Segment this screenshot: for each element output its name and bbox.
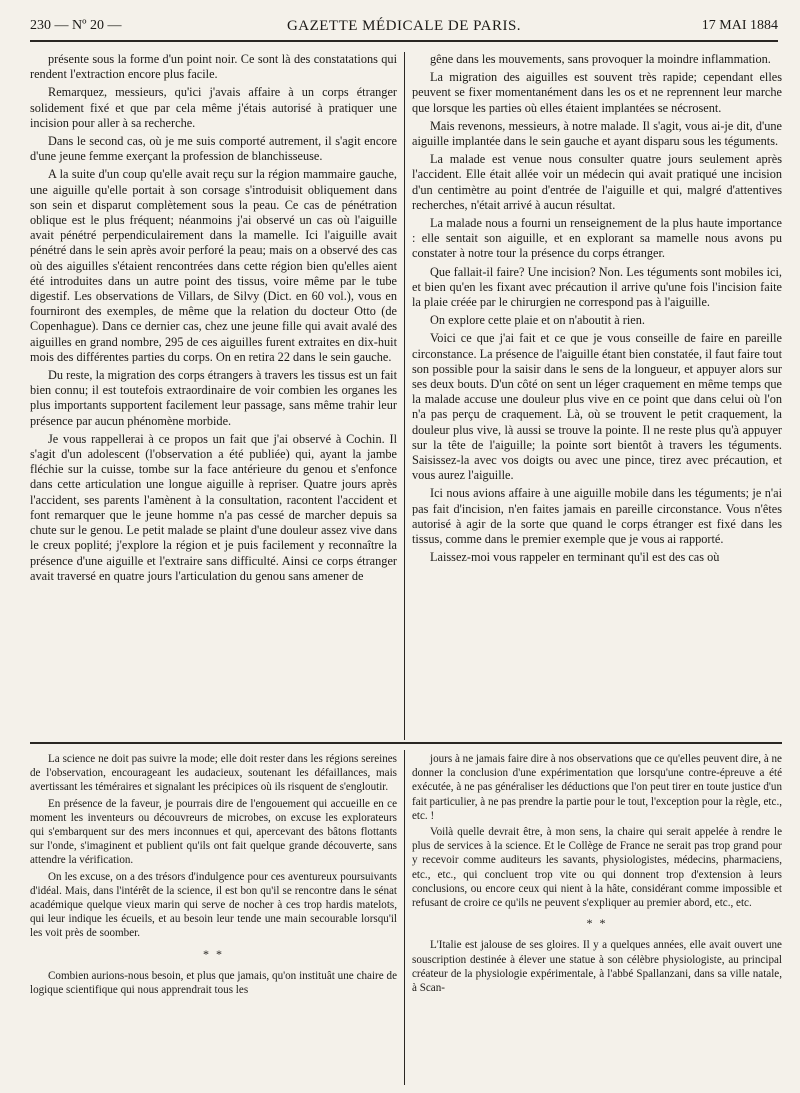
paragraph: Voilà quelle devrait être, à mon sens, la chaire qui serait appelée à rendre le plus de services à la science. Et le Collège de France ne serait pas trop grand pour y recevoir comme auditeurs les savants, physiologistes, médecins, pharmaciens, etc., etc., qui concluent trop vite ou qui donnent trop d'extension à leurs conclusions, ou encore ceux qui nient à la hâte, considérant comme impossible et refusant de croire ce qu'ils ne peuvent s'expliquer au premier abord, etc., etc. (412, 826, 782, 910)
page-header (30, 12, 778, 42)
paragraph: Combien aurions-nous besoin, et plus que jamais, qu'on instituât une chaire de logique scientifique qui nous apprendrait tous les (30, 969, 397, 997)
paragraph: Laissez-moi vous rappeler en terminant qu'il est des cas où (430, 550, 720, 565)
paragraph: On explore cette plaie et on n'aboutit à rien. (430, 313, 645, 328)
paragraph: La science ne doit pas suivre la mode; elle doit rester dans les régions sereines de l'observation, encourageant les audacieux, soutenant les défaillances, mais avertissant les téméraires et signalant les précipices où ils risquent de s'engloutir. (30, 753, 397, 794)
column-divider (404, 750, 405, 1085)
paragraph: Ici nous avions affaire à une aiguille mobile dans les téguments; je n'ai pas fait d'incision, n'en faites jamais en pareille circonstance. Vous n'êtes autorisé à agir de la sorte que quand le corps étranger est fixé dans les tissus, comme dans le premier exemple que je vous ai rapporté. (412, 486, 782, 547)
paragraph: gêne dans les mouvements, sans provoquer la moindre inflammation. (430, 52, 771, 66)
journal-title: GAZETTE MÉDICALE DE PARIS. (286, 18, 522, 34)
paragraph: Que fallait-il faire? Une incision? Non. Les téguments sont mobiles ici, et bien qu'en les fixant avec précaution il arrive qu'une fois l'incision faite la plaie créée par le chirurgien ne correspond pas à l'aiguille. (412, 264, 782, 310)
article-column-left (30, 52, 397, 740)
section-divider (30, 742, 782, 744)
paragraph: Je vous rappellerai à ce propos un fait que j'ai observé à Cochin. Il s'agit d'un adolescent (l'observation a été publiée) qui, ayant la jambe fléchie sur la cuisse, tombe sur la face antérieure du genou et s'enfonce dans cette articulation une longue aiguille à repriser. Quatre jours après l'accident, ses parents l'amènent à la consultation, racontent l'accident et font remarquer que le jeune homme n'a pas cessé de marcher depuis sa chute sur le genou. Le petit malade se plaint d'une douleur assez vive dans le creux poplité; j'explore la région et je puis facilement y reconnaître la présence d'une aiguille et l'extraire sans difficulté. Ainsi ce corps étranger avait traversé en quatre jours l'articulation du genou sans amener de (30, 431, 397, 583)
feuilleton-column-right (412, 752, 782, 1087)
paragraph: Dans le second cas, où je me suis comporté autrement, il s'agit encore d'une jeune femme exerçant la profession de blanchisseuse. (30, 134, 397, 164)
paragraph: On les excuse, on a des trésors d'indulgence pour ces aventureux poursuivants d'idéal. Mais, dans l'intérêt de la science, il est bon qu'il se rencontre dans le sénat académique quelque vieux marin qui serve de nocher à ces trop hardis matelots, qui leur indique les écueils, et au besoin leur tende une main secourable lorsqu'il les voit près de soomber. (30, 870, 397, 940)
paragraph: Remarquez, messieurs, qu'ici j'avais affaire à un corps étranger solidement fixé et que par cela même j'étais autorisé à pratiquer une incision pour aller à sa recherche. (30, 85, 397, 130)
paragraph: La malade nous a fourni un renseignement de la plus haute importance : elle sentait son aiguille, et en explorant sa mamelle nous avons pu constater à notre tour la présence du corps étranger. (412, 216, 782, 261)
article-column-right (412, 52, 782, 740)
paragraph: La migration des aiguilles est souvent très rapide; cependant elles peuvent se fixer momentanément dans les os et ne reprennent leur marche que lorsque les parties où elles étaient implantées se nécrosent. (412, 70, 782, 115)
section-separator: * * (586, 916, 608, 931)
section-separator: * * (203, 946, 224, 961)
paragraph: La malade est venue nous consulter quatre jours seulement après l'accident. Elle était allée voir un médecin qui avait pratiqué une incision d'un centimètre au point d'entrée de l'aiguille et qui, malgré d'attentives recherches, n'était arrivé à aucun résultat. (412, 152, 782, 212)
page-number: 230 — Nº 20 — (30, 18, 122, 33)
paragraph: A la suite d'un coup qu'elle avait reçu sur la région mammaire gauche, une aiguille qu'elle portait à son corsage s'introduisit obliquement dans son sein et disparut complètement sous la peau. Ce cas de pénétration oblique est le plus fréquent; néanmoins j'ai observé un cas où l'aiguille avait pénétré perpendiculairement dans la mamelle. Ici l'aiguille avait pénétré dans le sein après avoir perforé la peau; mais on a observé des cas où des aiguilles s'étaient rencontrées dans cette région bien qu'elles aient été introduites dans un autre point des tissus, voire même par le tube digestif. Les observations de Villars, de Silvy (Dict. en 60 vol.), vous en fourniront des exemples, de même que la relation du docteur Otto (de Copenhague). Dans ce dernier cas, chez une jeune fille qui avait avalé des aiguilles en grand nombre, 295 de ces aiguilles furent extraites en dix-huit mois des différentes parties du corps. On en retira 22 dans le sein gauche. (30, 167, 397, 364)
issue-date: 17 MAI 1884 (701, 18, 778, 33)
feuilleton-column-left (30, 752, 397, 1087)
paragraph: jours à ne jamais faire dire à nos observations que ce qu'elles peuvent dire, à ne donner la conclusion d'une expérimentation que lorsqu'une contre-épreuve a été exécutée, à ne pas généraliser les déductions que l'on peut tirer en toute justice d'un fait particulier, à ne pas prendre la partie pour le tout, l'exception pour la règle, etc., etc. ! (412, 753, 782, 822)
paragraph: En présence de la faveur, je pourrais dire de l'engouement qui accueille en ce moment les inventeurs ou découvreurs de microbes, on excuse les explorateurs qui s'embarquent sur des mers inconnues et qui, apercevant des bâtons flottants sur l'onde, s'imaginent et publient qu'ils ont fait quelque grande découverte, sans attendre la vérification. (30, 797, 397, 867)
paragraph: Mais revenons, messieurs, à notre malade. Il s'agit, vous ai-je dit, d'une aiguille implantée dans le sein gauche et ayant disparu sous les téguments. (412, 118, 782, 149)
column-divider (404, 52, 405, 740)
paragraph: présente sous la forme d'un point noir. Ce sont là des constatations qui rendent l'extraction encore plus facile. (30, 52, 397, 82)
paragraph: Voici ce que j'ai fait et ce que je vous conseille de faire en pareille circonstance. La présence de l'aiguille étant bien constatée, il faut faire tout son possible pour la saisir dans le sens de la longueur, et appuyer alors sur ses deux bouts. D'un côté on sent un léger craquement en même temps que la malade accuse une douleur plus vive en ce point que dans celui où l'on n'a pas perçu de craquement. Là, où se trouvent le petit craquement, la douleur plus vive, là aussi se trouve la pointe. Il ne reste plus qu'à appuyer sur la tête de l'aiguille; la pointe sort bientôt à travers les téguments. Saisissez-la avec vos doigts ou avec une pince, tirez avec précaution, et vous aurez l'aiguille. (412, 331, 782, 483)
paragraph: Du reste, la migration des corps étrangers à travers les tissus est un fait bien connu; il est toutefois extraordinaire de voir combien les organes les plus importants supportent facilement leur passage, sans même trahir leur présence par aucun phénomène morbide. (30, 368, 397, 428)
paragraph: L'Italie est jalouse de ses gloires. Il y a quelques années, elle avait ouvert une souscription destinée à élever une statue à son célèbre physiologiste, au principal créateur de la physiologie expérimentale, à l'abbé Spallanzani, dans sa ville natale, à Scan- (412, 939, 782, 995)
